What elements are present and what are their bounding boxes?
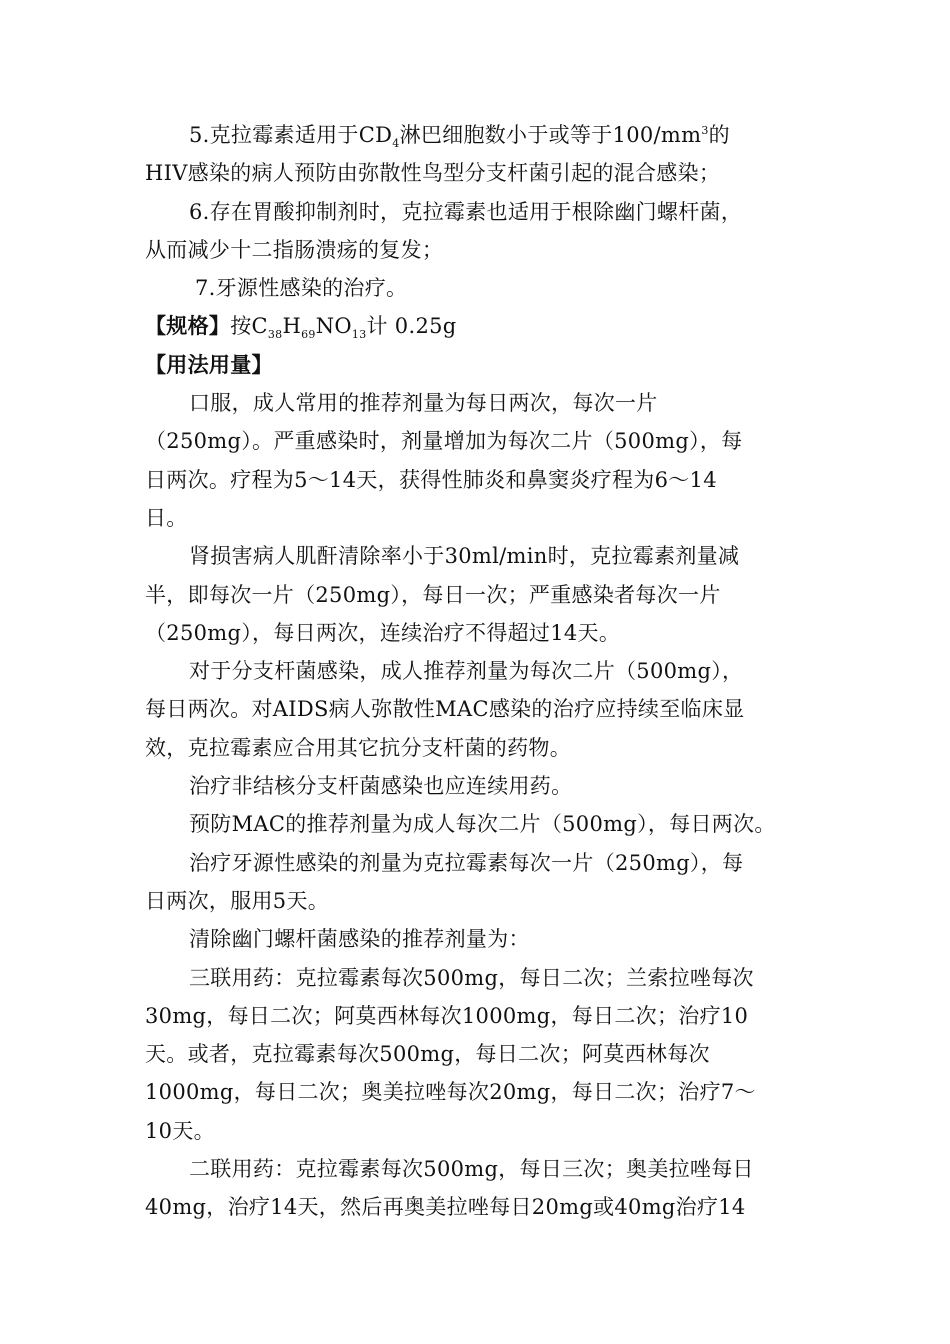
usage-line: 1000mg，每日二次；奥美拉唑每次20mg，每日二次；治疗7～ [145,1080,756,1105]
indication-6-line-2: 从而减少十二指肠溃疡的复发； [145,237,444,262]
usage-line: 30mg，每日二次；阿莫西林每次1000mg，每日二次；治疗10 [145,1003,749,1028]
usage-line: 每日两次。对AIDS病人弥散性MAC感染的治疗应持续至临床显 [145,697,745,722]
usage-line: 半，即每次一片（250mg），每日一次；严重感染者每次一片 [145,582,721,607]
usage-line: 肾损害病人肌酐清除率小于30ml/min时，克拉霉素剂量减 [189,544,740,569]
text-span: 的 [708,123,730,147]
indication-6-line-1: 6.存在胃酸抑制剂时，克拉霉素也适用于根除幽门螺杆菌， [189,199,743,224]
usage-line: 日两次。疗程为5～14天，获得性肺炎和鼻窦炎疗程为6～14 [145,467,717,492]
usage-line: 对于分支杆菌感染，成人推荐剂量为每次二片（500mg）， [189,659,744,684]
usage-line: 三联用药：克拉霉素每次500mg，每日二次；兰索拉唑每次 [189,965,754,990]
usage-line: （250mg）。严重感染时，剂量增加为每次二片（500mg），每 [145,429,743,454]
subscript: 13 [351,328,367,342]
usage-line: 治疗牙源性感染的剂量为克拉霉素每次一片（250mg），每 [189,850,744,875]
usage-line: 40mg，治疗14天，然后再奥美拉唑每日20mg或40mg治疗14 [145,1195,746,1220]
spec-line [145,307,810,345]
subscript: 69 [301,328,316,342]
usage-line: 治疗非结核分支杆菌感染也应连续用药。 [189,774,573,799]
usage-line: 10天。 [145,1118,215,1143]
usage-line: 预防MAC的推荐剂量为成人每次二片（500mg），每日两次。 [189,812,776,837]
usage-line: 日。 [145,505,188,530]
subscript: 4 [392,137,400,151]
text-span: 5.克拉霉素适用于CD [189,123,393,147]
indication-7-line: 7.牙源性感染的治疗。 [195,276,408,301]
usage-line: 二联用药：克拉霉素每次500mg，每日三次；奥美拉唑每日 [189,1157,754,1182]
superscript: 3 [701,124,709,137]
text-span: 计 0.25g [366,314,457,339]
usage-line: 清除幽门螺杆菌感染的推荐剂量为： [189,927,530,952]
spec-heading: 【规格】 [145,313,231,339]
text-span: 按C [230,314,268,339]
usage-line: 日两次，服用5天。 [145,888,330,913]
usage-line: 天。或者，克拉霉素每次500mg，每日二次；阿莫西林每次 [145,1042,710,1067]
indication-5-line-2: HIV感染的病人预防由弥散性鸟型分支杆菌引起的混合感染； [145,161,721,186]
usage-line: 口服，成人常用的推荐剂量为每日两次，每次一片 [189,391,658,416]
subscript: 38 [267,328,283,342]
usage-line: 效，克拉霉素应合用其它抗分支杆菌的药物。 [145,735,571,760]
usage-line: （250mg），每日两次，连续治疗不得超过14天。 [145,620,621,645]
text-span: H [282,314,302,339]
usage-heading: 【用法用量】 [145,351,273,377]
document-body [145,116,810,1227]
text-span: NO [315,314,352,339]
text-span: 淋巴细胞数小于或等于100/mm [399,123,702,147]
indication-5-line-1 [145,116,810,154]
